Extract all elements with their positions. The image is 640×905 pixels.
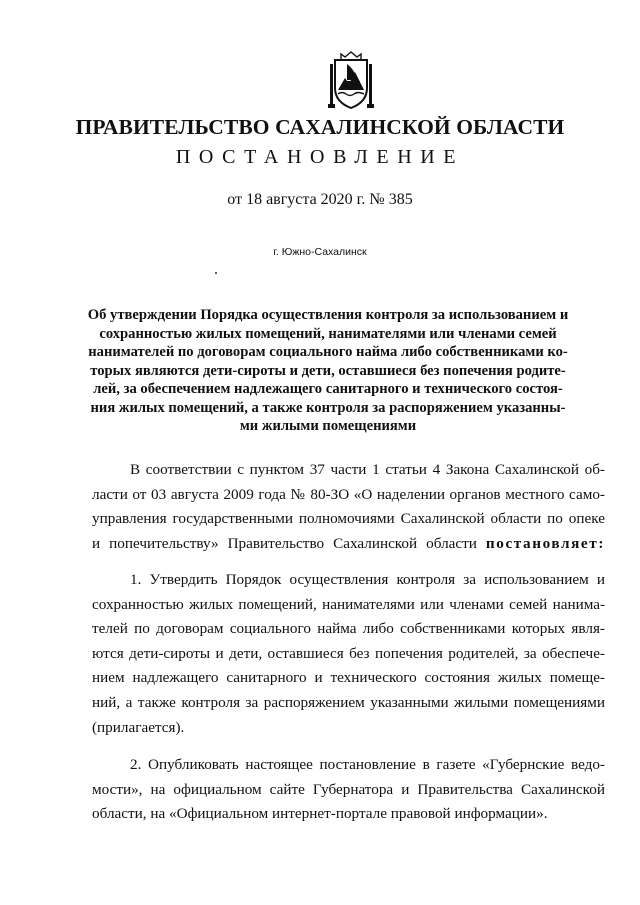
paragraph-line: области, на «Официальном интернет-портале правовой информации». (92, 805, 548, 823)
paragraph-line: В соответствии с пунктом 37 части 1 статьи 4 Закона Сахалинской об- (130, 461, 605, 478)
subject-line: нанимателей по договорам социального найма либо собственниками ко- (88, 344, 568, 360)
paragraph-line: сохранностью жилых помещений, нанимателями или членами семей нанима- (92, 595, 605, 613)
paragraph-line: 1. Утвердить Порядок осуществления контроля за использованием и (130, 571, 605, 588)
subject-line: лей, за обеспечением надлежащего санитарного и технического состоя- (93, 381, 563, 397)
paragraph-line: ний, а также контроля за распоряжением указанными жилыми помещениями (92, 693, 605, 711)
subject-line: ния жилых помещений, а также контроля за распоряжением указанны- (90, 399, 566, 416)
paragraph-line: ются дети-сироты и дети, оставшиеся без попечения родителей, за обеспече- (92, 644, 605, 662)
paragraph-line: ласти от 03 августа 2009 года № 80-ЗО «О наделении органов местного само- (92, 485, 605, 503)
government-title: ПРАВИТЕЛЬСТВО САХАЛИНСКОЙ ОБЛАСТИ (75, 115, 565, 139)
document-date-number: от 18 августа 2020 г. № 385 (227, 191, 413, 208)
item-2-paragraph (92, 753, 605, 827)
paragraph-line: телей по договорам социального найма либо собственниками которых явля- (92, 620, 605, 638)
paragraph-line: управления государственными полномочиями Сахалинской области по опеке (92, 510, 605, 528)
scan-speck (215, 272, 217, 274)
paragraph-line: и попечительству» Правительство Сахалинской области (92, 534, 486, 552)
document-city: г. Южно-Сахалинск (273, 246, 367, 258)
coat-of-arms-icon (327, 50, 375, 112)
paragraph-line: нием надлежащего санитарного и технического состояния жилых помеще- (92, 669, 605, 687)
subject-line: сохранностью жилых помещений, нанимателями или членами семей (99, 325, 557, 342)
subject-line: ми жилыми помещениями (239, 418, 417, 434)
paragraph-line-decree (92, 532, 605, 557)
document-type-title: ПОСТАНОВЛЕНИЕ (175, 146, 465, 168)
paragraph-line: 2. Опубликовать настоящее постановление в газете «Губернские ведо- (130, 756, 605, 773)
document-subject (78, 306, 578, 436)
preamble-paragraph (92, 458, 605, 556)
subject-line: торых являются дети-сироты и дети, оставшиеся без попечения родите- (90, 362, 566, 379)
decree-word: постановляет: (485, 534, 605, 552)
item-1-paragraph (92, 568, 605, 740)
subject-line: Об утверждении Порядка осуществления контроля за использованием и (87, 307, 569, 323)
paragraph-line: мости», на официальном сайте Губернатора и Правительства Сахалинской (92, 780, 605, 798)
paragraph-line: (прилагается). (92, 718, 185, 736)
